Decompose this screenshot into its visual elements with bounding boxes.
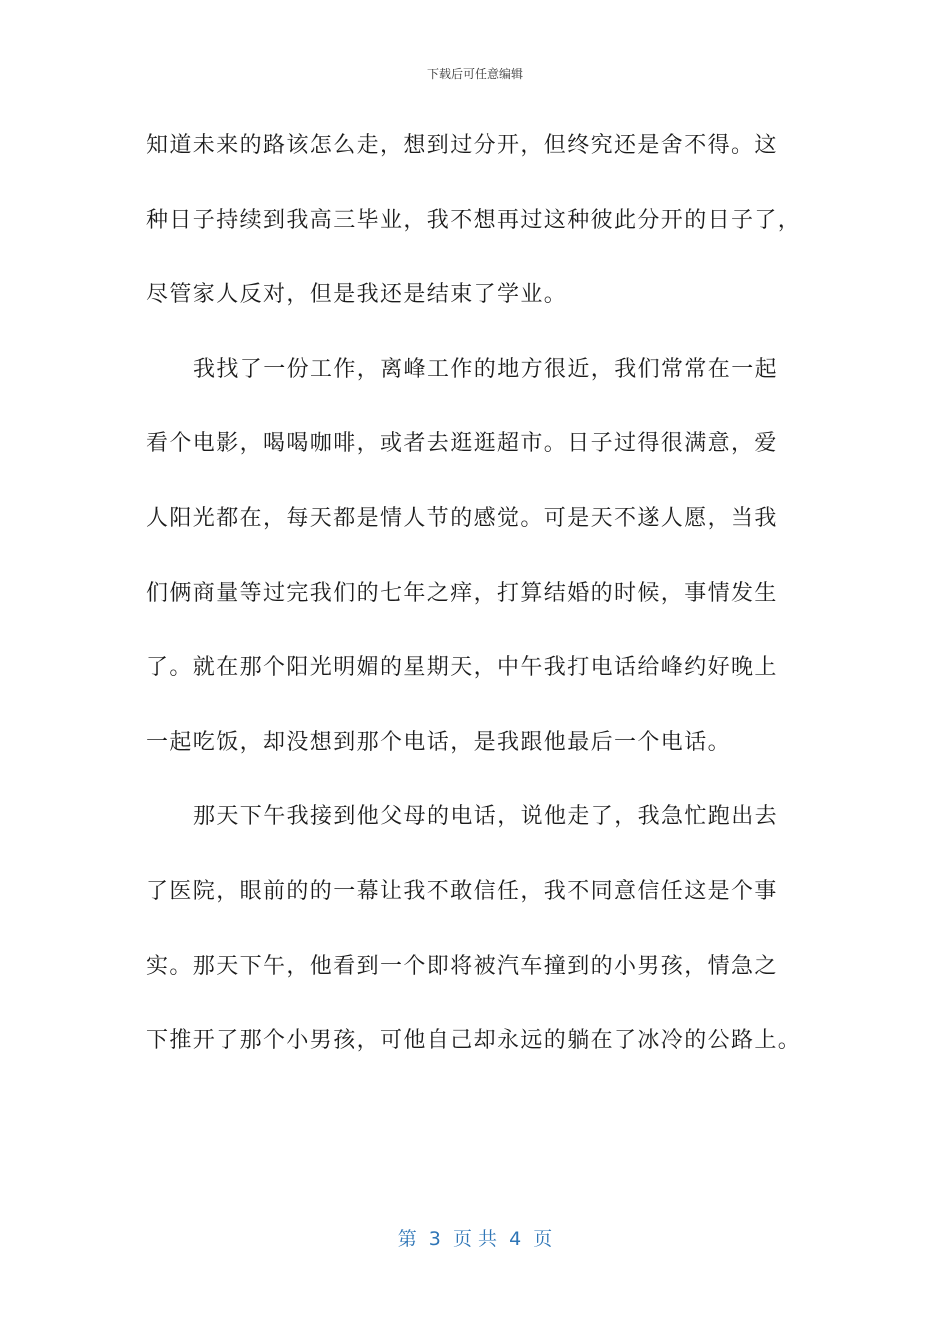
text-line: 看个电影，喝喝咖啡，或者去逛逛超市。日子过得很满意，爱	[146, 431, 778, 457]
text-line: 们俩商量等过完我们的七年之痒，打算结婚的时候，事情发生	[146, 580, 778, 606]
text-line: 那天下午我接到他父母的电话，说他走了，我急忙跑出去	[193, 804, 779, 830]
document-body	[146, 120, 806, 1090]
page-header: 下载后可任意编辑	[426, 67, 523, 81]
text-line: 尽管家人反对，但是我还是结束了学业。	[146, 282, 568, 308]
page-number-footer: 第 3 页 共 4 页	[397, 1228, 553, 1250]
text-line: 了。就在那个阳光明媚的星期天，中午我打电话给峰约好晚上	[146, 655, 778, 681]
text-line: 一起吃饭，却没想到那个电话，是我跟他最后一个电话。	[146, 729, 732, 755]
text-line: 了医院，眼前的的一幕让我不敢信任，我不同意信任这是个事	[146, 878, 778, 904]
text-line: 下推开了那个小男孩，可他自己却永远的躺在了冰冷的公路上。	[146, 1028, 802, 1054]
text-line: 知道未来的路该怎么走，想到过分开，但终究还是舍不得。这	[146, 133, 778, 158]
text-line: 人阳光都在，每天都是情人节的感觉。可是天不遂人愿，当我	[146, 505, 778, 531]
text-line: 我找了一份工作，离峰工作的地方很近，我们常常在一起	[193, 356, 779, 382]
text-line: 种日子持续到我高三毕业，我不想再过这种彼此分开的日子了，	[146, 207, 802, 233]
text-line: 实。那天下午，他看到一个即将被汽车撞到的小男孩，情急之	[146, 953, 778, 979]
